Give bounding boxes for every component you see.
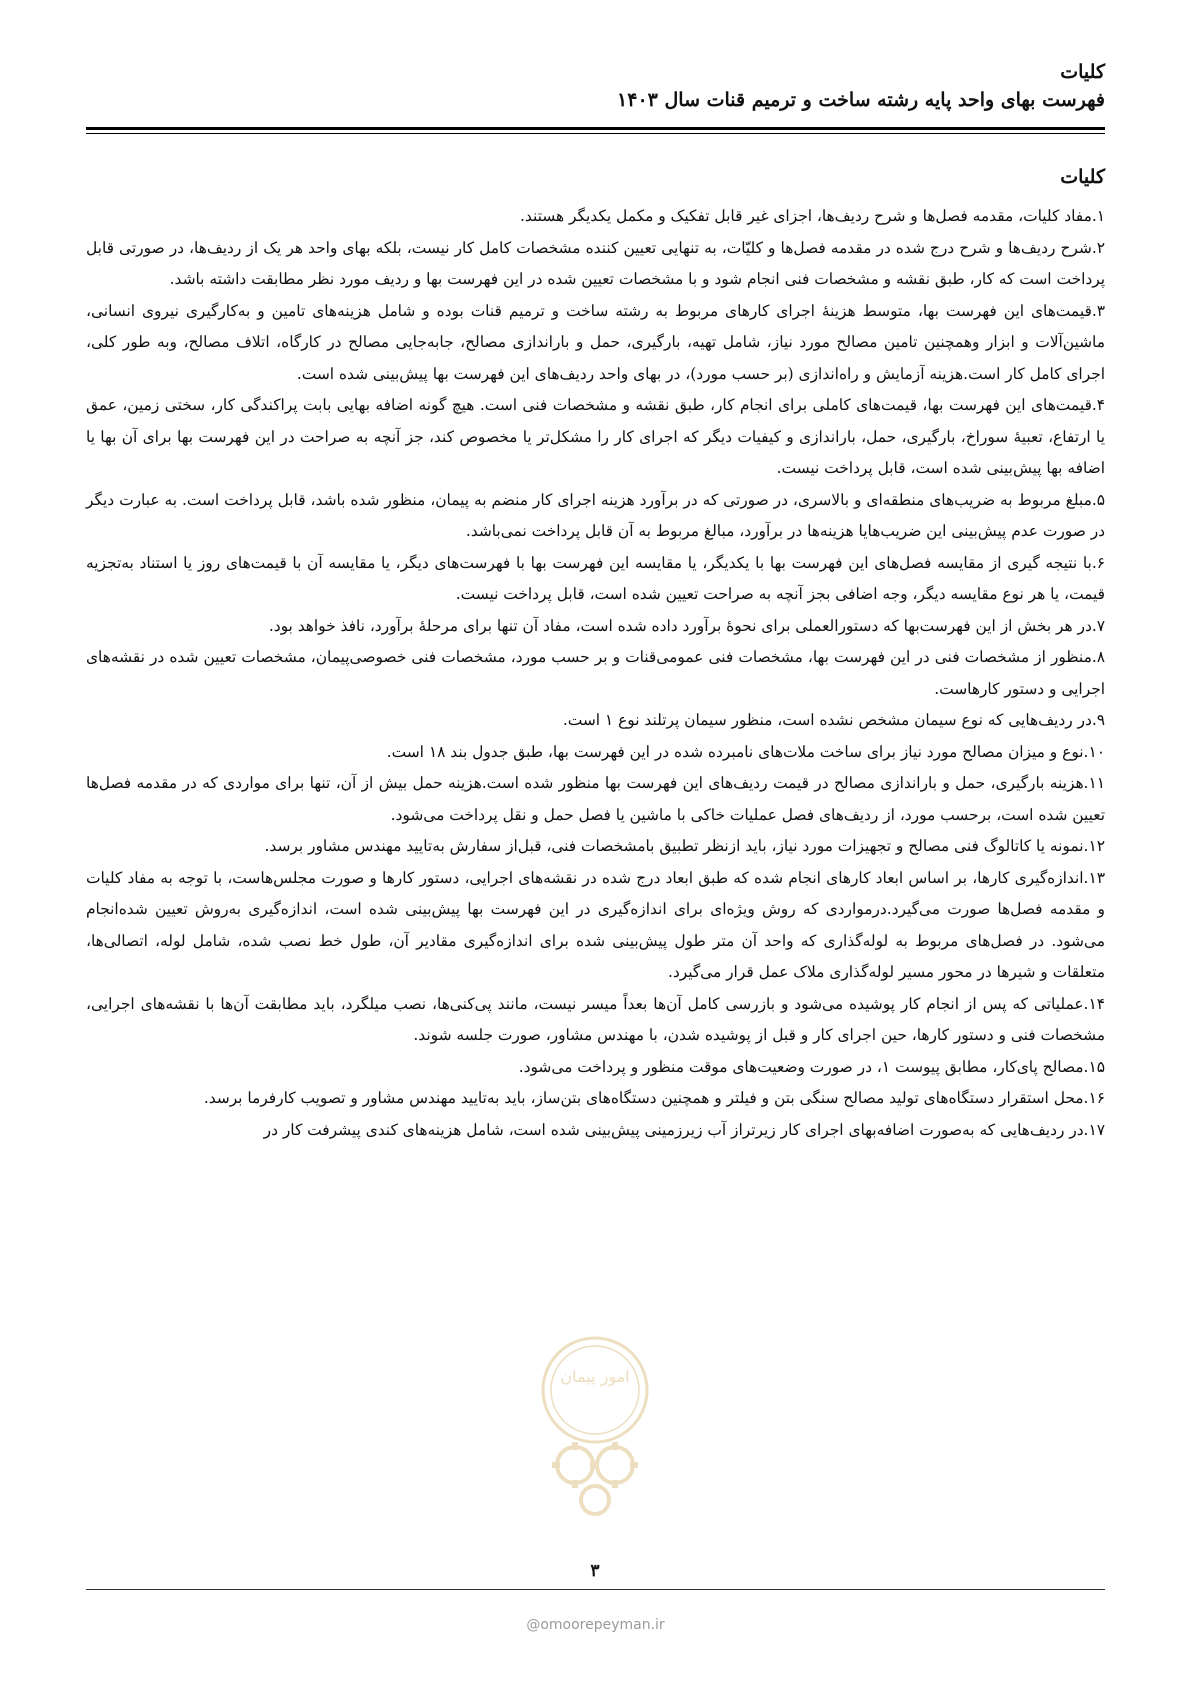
paragraph-13: ۱۳.اندازه‌گیری کارها، بر اساس ابعاد کارهای انجام شده که طبق ابعاد درج شده در نقشه‌های اجرایی، دستور کارها و صورت مجلس‌هاست، با توجه به مفاد کلیات و مقدمه فصل‌ها صورت می‌گیرد.درمواردی که روش ویژه‌ای برای اندازه‌گیری در این فهرست بها پیش‌بینی شده است، اندازه‌گیری به‌روش تعیین شده‌انجام می‌شود. در فصل‌های مربوط به لوله‌گذاری که واحد آن متر طول پیش‌بینی شده برای اندازه‌گیری مقادیر آن، طول خط نصب شده، شامل لوله، اتصالی‌ها، متعلقات و شیرها در محور مسیر لوله‌گذاری ملاک عمل قرار می‌گیرد.	[86, 868, 1105, 981]
header-rule-thin	[86, 133, 1105, 134]
watermark-seal-icon	[520, 1330, 670, 1530]
header-rule-thick	[86, 127, 1105, 130]
paragraph-5: ۵.مبلغ مربوط به ضریب‌های منطقه‌ای و بالاسری، در صورتی که در برآورد هزینه اجرای کار منضم به پیمان، منظور شده باشد، قابل پرداخت است. به عبارت دیگر در صورت عدم پیش‌بینی این ضریب‌هایا هزینه‌ها در برآورد، مبالغ مربوط به آن قابل پرداخت نمی‌باشد.	[86, 490, 1105, 540]
page-number: ۳	[590, 1561, 600, 1581]
header-title: کلیات	[1060, 61, 1105, 83]
watermark-text: امور پیمان	[560, 1367, 630, 1386]
paragraph-3: ۳.قیمت‌های این فهرست بها، متوسط هزینهٔ اجرای کارهای مربوط به رشته ساخت و ترمیم قنات بوده و شامل هزینه‌های تامین و به‌کارگیری نیروی انسانی، ماشین‌آلات و ابزار وهمچنین تامین مصالح مورد نیاز، شامل تهیه، بارگیری، حمل و باراندازی مصالح، جابه‌جایی مصالح در کارگاه، اتلاف مصالح، وبه طور کلی، اجرای کامل کار است.هزینه آزمایش و راه‌اندازی (بر حسب مورد)، در بهای واحد ردیف‌های این فهرست بها پیش‌بینی شده است.	[86, 301, 1105, 383]
paragraph-10: ۱۰.نوع و میزان مصالح مورد نیاز برای ساخت ملات‌های نامبرده شده در این فهرست بها، طبق جدول بند ۱۸ است.	[386, 742, 1105, 761]
website-link[interactable]: @omoorepeyman.ir	[526, 1617, 665, 1633]
paragraph-12: ۱۲.نمونه یا کاتالوگ فنی مصالح و تجهیزات مورد نیاز، باید ازنظر تطبیق بامشخصات فنی، قبل‌از سفارش به‌تایید مهندس مشاور برسد.	[264, 837, 1105, 855]
paragraph-1: ۱.مفاد کلیات، مقدمه فصل‌ها و شرح ردیف‌ها، اجزای غیر قابل تفکیک و مکمل یکدیگر هستند.	[520, 207, 1105, 225]
paragraph-7: ۷.در هر بخش از این فهرست‌بها که دستورالعملی برای نحوهٔ برآورد داده شده است، مفاد آن تنها برای مرحلهٔ برآورد، نافذ خواهد بود.	[268, 616, 1105, 635]
paragraph-9: ۹.در ردیف‌هایی که نوع سیمان مشخص نشده است، منظور سیمان پرتلند نوع ۱ است.	[562, 711, 1105, 729]
running-header	[86, 58, 1105, 114]
section-title: کلیات	[1060, 166, 1105, 188]
paragraph-16: ۱۶.محل استقرار دستگاه‌های تولید مصالح سنگی بتن و فیلتر و همچنین دستگاه‌های بتن‌ساز، باید به‌تایید مهندس مشاور و تصویب کارفرما برسد.	[203, 1089, 1105, 1107]
paragraph-8: ۸.منظور از مشخصات فنی در این فهرست بها، مشخصات فنی عمومی‌قنات و بر حسب مورد، مشخصات فنی خصوصی‌پیمان، مشخصات تعیین شده در نقشه‌های اجرایی و دستور کارهاست.	[86, 648, 1105, 698]
paragraph-6: ۶.با نتیجه گیری از مقایسه فصل‌های این فهرست بها با یکدیگر، یا مقایسه این فهرست بها با فهرست‌های دیگر، یا مقایسه آن با قیمت‌های روز یا استناد به‌تجزیه قیمت، یا هر نوع مقایسه دیگر، وجه اضافی بجز آنچه به صراحت تعیین شده است، قابل پرداخت نیست.	[86, 553, 1105, 603]
paragraph-4: ۴.قیمت‌های این فهرست بها، قیمت‌های کاملی برای انجام کار، طبق نقشه و مشخصات فنی است. هیچ گونه اضافه بهایی بابت پراکندگی کار، سختی زمین، عمق یا ارتفاع، تعبیهٔ سوراخ، بارگیری، حمل، باراندازی و کیفیات دیگر که اجرای کار را مشکل‌تر یا مخصوص کند، جز آنچه به صراحت در این فهرست بها برای آن بها یا اضافه بها پیش‌بینی شده است، قابل پرداخت نیست.	[86, 396, 1105, 477]
paragraph-15: ۱۵.مصالح پای‌کار، مطابق پیوست ۱، در صورت وضعیت‌های موقت منظور و پرداخت می‌شود.	[518, 1057, 1105, 1076]
paragraph-17: ۱۷.در ردیف‌هایی که به‌صورت اضافه‌بهای اجرای کار زیرتراز آب زیرزمینی پیش‌بینی شده است، شامل هزینه‌های کندی پیشرفت کار در	[263, 1120, 1105, 1139]
paragraph-14: ۱۴.عملیاتی که پس از انجام کار پوشیده می‌شود و بازرسی کامل آن‌ها بعداً میسر نیست، مانند پی‌کنی‌ها، نصب میلگرد، باید مطابقت آن‌ها با نقشه‌های اجرایی، مشخصات فنی و دستور کارها، حین اجرای کار و قبل از پوشیده شدن، با مهندس مشاور، صورت جلسه شوند.	[86, 994, 1105, 1044]
document-body	[86, 201, 1105, 1146]
header-subtitle: فهرست بهای واحد پایه رشته ساخت و ترمیم قنات سال ۱۴۰۳	[617, 89, 1105, 111]
paragraph-2: ۲.شرح ردیف‌ها و شرح درج شده در مقدمه فصل‌ها و کلیّات، به تنهایی تعیین کننده مشخصات کامل کار نیست، بلکه بهای واحد هر یک از ردیف‌ها، در صورتی قابل پرداخت است که کار، طبق نقشه و مشخصات فنی انجام شود و با مشخصات تعیین شده در این فهرست بها و ردیف مورد نظر مطابقت داشته باشد.	[86, 238, 1105, 288]
paragraph-11: ۱۱.هزینه بارگیری، حمل و باراندازی مصالح در قیمت ردیف‌های این فهرست بها منظور شده است.هزینه حمل بیش از آن، تنها برای مواردی که در مقدمه فصل‌ها تعیین شده است، برحسب مورد، از ردیف‌های فصل عملیات خاکی با ماشین یا فصل حمل و نقل پرداخت می‌شود.	[86, 774, 1105, 824]
footer-rule	[86, 1589, 1105, 1590]
